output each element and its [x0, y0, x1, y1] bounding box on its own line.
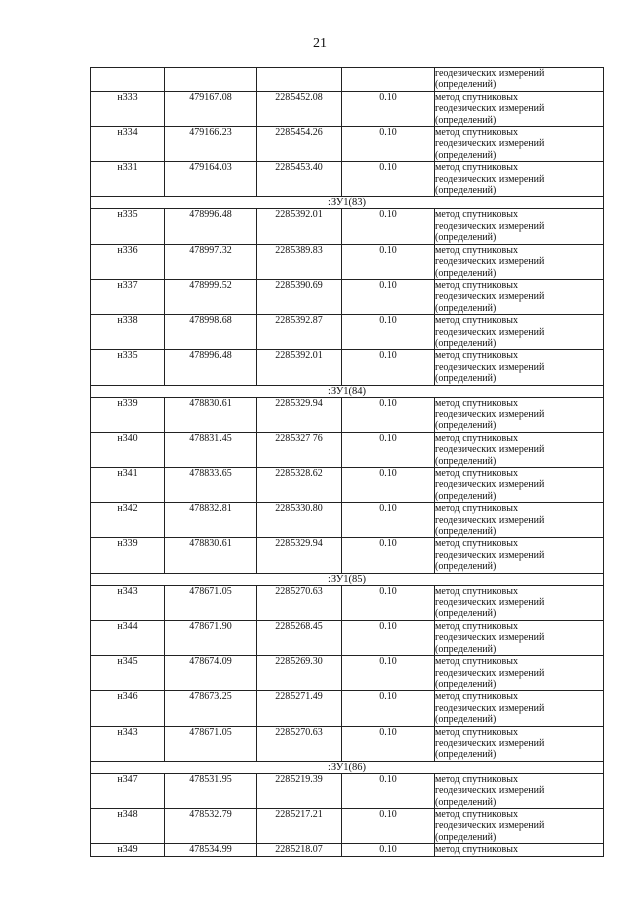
x-coordinate-cell: 478671.05 — [165, 585, 257, 620]
method-line: (определений) — [435, 232, 497, 244]
error-cell: 0.10 — [342, 691, 435, 726]
section-header-row — [91, 761, 604, 773]
y-coordinate-cell: 2285392.87 — [257, 315, 342, 350]
table-row — [91, 162, 604, 197]
x-coordinate-cell: 478532.79 — [165, 808, 257, 843]
method-line: геодезических измерений — [435, 549, 545, 561]
point-number-cell: н346 — [91, 691, 165, 726]
method-cell — [435, 162, 604, 197]
y-coordinate-cell: 2285452.08 — [257, 91, 342, 126]
y-coordinate-cell: 2285392.01 — [257, 350, 342, 385]
method-cell — [435, 726, 604, 761]
table-row — [91, 350, 604, 385]
method-line: метод спутниковых — [435, 397, 518, 409]
y-coordinate-cell: 2285329.94 — [257, 538, 342, 573]
y-coordinate-cell: 2285453.40 — [257, 162, 342, 197]
method-line: геодезических измерений — [435, 632, 545, 644]
point-number-cell: н344 — [91, 620, 165, 655]
method-line: (определений) — [435, 79, 497, 91]
method-line: (определений) — [435, 608, 497, 620]
error-cell: 0.10 — [342, 620, 435, 655]
method-line: (определений) — [435, 490, 497, 502]
method-cell — [435, 773, 604, 808]
method-line: геодезических измерений — [435, 479, 545, 491]
section-header-row — [91, 197, 604, 209]
method-line: метод спутниковых — [435, 162, 518, 174]
method-line: (определений) — [435, 185, 497, 197]
y-coordinate-cell: 2285268.45 — [257, 620, 342, 655]
method-line: геодезических измерений — [435, 138, 545, 150]
error-cell: 0.10 — [342, 432, 435, 467]
method-line: геодезических измерений — [435, 326, 545, 338]
point-number-cell: н335 — [91, 209, 165, 244]
method-cell — [435, 844, 604, 857]
method-cell — [435, 397, 604, 432]
method-line: (определений) — [435, 561, 497, 573]
point-number-cell: н345 — [91, 656, 165, 691]
point-number-cell — [91, 68, 165, 92]
method-line: (определений) — [435, 714, 497, 726]
x-coordinate-cell: 478833.65 — [165, 468, 257, 503]
method-line: метод спутниковых — [435, 844, 518, 856]
method-line: метод спутниковых — [435, 538, 518, 550]
x-coordinate-cell: 478998.68 — [165, 315, 257, 350]
x-coordinate-cell: 478673.25 — [165, 691, 257, 726]
x-coordinate-cell: 478999.52 — [165, 279, 257, 314]
x-coordinate-cell: 478830.61 — [165, 538, 257, 573]
table-row — [91, 773, 604, 808]
error-cell: 0.10 — [342, 726, 435, 761]
x-coordinate-cell: 478674.09 — [165, 656, 257, 691]
table-row — [91, 538, 604, 573]
table-row — [91, 585, 604, 620]
point-number-cell: н340 — [91, 432, 165, 467]
table-row — [91, 468, 604, 503]
method-line: геодезических измерений — [435, 444, 545, 456]
method-line: (определений) — [435, 796, 497, 808]
method-line: (определений) — [435, 267, 497, 279]
error-cell: 0.10 — [342, 538, 435, 573]
method-cell — [435, 315, 604, 350]
x-coordinate-cell: 478534.99 — [165, 844, 257, 857]
x-coordinate-cell: 479167.08 — [165, 91, 257, 126]
x-coordinate-cell: 478830.61 — [165, 397, 257, 432]
method-cell — [435, 538, 604, 573]
method-line: (определений) — [435, 373, 497, 385]
error-cell: 0.10 — [342, 656, 435, 691]
method-cell — [435, 432, 604, 467]
error-cell: 0.10 — [342, 162, 435, 197]
y-coordinate-cell: 2285327 76 — [257, 432, 342, 467]
method-line: геодезических измерений — [435, 702, 545, 714]
error-cell: 0.10 — [342, 844, 435, 857]
coordinates-table — [90, 67, 604, 857]
x-coordinate-cell: 478996.48 — [165, 350, 257, 385]
method-line: геодезических измерений — [435, 514, 545, 526]
method-cell — [435, 91, 604, 126]
method-line: геодезических измерений — [435, 291, 545, 303]
x-coordinate-cell: 478831.45 — [165, 432, 257, 467]
method-cell — [435, 503, 604, 538]
point-number-cell: н343 — [91, 585, 165, 620]
point-number-cell: н343 — [91, 726, 165, 761]
error-cell: 0.10 — [342, 350, 435, 385]
table-row — [91, 656, 604, 691]
method-line: (определений) — [435, 831, 497, 843]
method-line: (определений) — [435, 678, 497, 690]
method-line: геодезических измерений — [435, 103, 545, 115]
method-cell — [435, 127, 604, 162]
x-coordinate-cell: 479164.03 — [165, 162, 257, 197]
table-row — [91, 397, 604, 432]
table-row — [91, 432, 604, 467]
method-cell — [435, 279, 604, 314]
y-coordinate-cell: 2285218.07 — [257, 844, 342, 857]
table-row — [91, 620, 604, 655]
method-line: метод спутниковых — [435, 656, 518, 668]
error-cell: 0.10 — [342, 127, 435, 162]
error-cell: 0.10 — [342, 585, 435, 620]
method-line: геодезических измерений — [435, 68, 545, 79]
point-number-cell: н337 — [91, 279, 165, 314]
table-row — [91, 127, 604, 162]
method-line: геодезических измерений — [435, 667, 545, 679]
x-coordinate-cell: 478531.95 — [165, 773, 257, 808]
x-coordinate-cell: 478671.90 — [165, 620, 257, 655]
method-line: геодезических измерений — [435, 361, 545, 373]
method-line: метод спутниковых — [435, 468, 518, 479]
method-line: метод спутниковых — [435, 432, 518, 444]
x-coordinate-cell: 478996.48 — [165, 209, 257, 244]
point-number-cell: н336 — [91, 244, 165, 279]
y-coordinate-cell: 2285328.62 — [257, 468, 342, 503]
method-line: метод спутниковых — [435, 503, 518, 515]
method-line: геодезических измерений — [435, 220, 545, 232]
error-cell: 0.10 — [342, 773, 435, 808]
method-line: метод спутниковых — [435, 585, 518, 597]
point-number-cell: н338 — [91, 315, 165, 350]
method-line: (определений) — [435, 302, 497, 314]
y-coordinate-cell — [257, 68, 342, 92]
method-line: метод спутниковых — [435, 279, 518, 291]
method-line: геодезических измерений — [435, 785, 545, 797]
method-line: (определений) — [435, 643, 497, 655]
point-number-cell: н348 — [91, 808, 165, 843]
method-line: геодезических измерений — [435, 256, 545, 268]
method-line: (определений) — [435, 526, 497, 538]
x-coordinate-cell — [165, 68, 257, 92]
section-label: :ЗУ1(86) — [91, 761, 604, 773]
table-row — [91, 315, 604, 350]
method-line: метод спутниковых — [435, 691, 518, 703]
error-cell: 0.10 — [342, 503, 435, 538]
y-coordinate-cell: 2285392.01 — [257, 209, 342, 244]
method-line: метод спутниковых — [435, 726, 518, 738]
y-coordinate-cell: 2285389.83 — [257, 244, 342, 279]
method-cell — [435, 620, 604, 655]
section-label: :ЗУ1(85) — [91, 573, 604, 585]
page-number: 21 — [313, 36, 327, 51]
method-line: метод спутниковых — [435, 315, 518, 327]
x-coordinate-cell: 478997.32 — [165, 244, 257, 279]
coordinates-table-body — [91, 68, 604, 857]
point-number-cell: н335 — [91, 350, 165, 385]
method-line: (определений) — [435, 114, 497, 126]
method-cell — [435, 350, 604, 385]
method-cell — [435, 468, 604, 503]
method-line: метод спутниковых — [435, 209, 518, 221]
table-row — [91, 209, 604, 244]
method-cell — [435, 209, 604, 244]
method-cell — [435, 585, 604, 620]
section-header-row — [91, 573, 604, 585]
point-number-cell: н347 — [91, 773, 165, 808]
error-cell: 0.10 — [342, 91, 435, 126]
table-row — [91, 726, 604, 761]
y-coordinate-cell: 2285219.39 — [257, 773, 342, 808]
method-line: геодезических измерений — [435, 173, 545, 185]
method-line: метод спутниковых — [435, 350, 518, 362]
y-coordinate-cell: 2285269.30 — [257, 656, 342, 691]
table-row — [91, 691, 604, 726]
point-number-cell: н331 — [91, 162, 165, 197]
method-cell — [435, 808, 604, 843]
y-coordinate-cell: 2285271.49 — [257, 691, 342, 726]
method-cell — [435, 656, 604, 691]
error-cell: 0.10 — [342, 315, 435, 350]
table-row — [91, 91, 604, 126]
method-line: (определений) — [435, 149, 497, 161]
y-coordinate-cell: 2285329.94 — [257, 397, 342, 432]
method-line: геодезических измерений — [435, 597, 545, 609]
method-line: метод спутниковых — [435, 127, 518, 139]
table-row — [91, 279, 604, 314]
y-coordinate-cell: 2285454.26 — [257, 127, 342, 162]
point-number-cell: н349 — [91, 844, 165, 857]
section-label: :ЗУ1(84) — [91, 385, 604, 397]
section-label: :ЗУ1(83) — [91, 197, 604, 209]
method-line: метод спутниковых — [435, 620, 518, 632]
y-coordinate-cell: 2285330.80 — [257, 503, 342, 538]
y-coordinate-cell: 2285217.21 — [257, 808, 342, 843]
method-line: (определений) — [435, 749, 497, 761]
x-coordinate-cell: 478832.81 — [165, 503, 257, 538]
error-cell: 0.10 — [342, 279, 435, 314]
error-cell — [342, 68, 435, 92]
error-cell: 0.10 — [342, 397, 435, 432]
x-coordinate-cell: 478671.05 — [165, 726, 257, 761]
method-cell — [435, 244, 604, 279]
method-line: метод спутниковых — [435, 244, 518, 256]
point-number-cell: н341 — [91, 468, 165, 503]
method-line: метод спутниковых — [435, 91, 518, 103]
method-line: метод спутниковых — [435, 808, 518, 820]
point-number-cell: н339 — [91, 538, 165, 573]
method-line: (определений) — [435, 337, 497, 349]
method-line: метод спутниковых — [435, 773, 518, 785]
table-row — [91, 503, 604, 538]
method-line: геодезических измерений — [435, 408, 545, 420]
table-row — [91, 844, 604, 857]
point-number-cell: н333 — [91, 91, 165, 126]
error-cell: 0.10 — [342, 244, 435, 279]
x-coordinate-cell: 479166.23 — [165, 127, 257, 162]
section-header-row — [91, 385, 604, 397]
error-cell: 0.10 — [342, 209, 435, 244]
y-coordinate-cell: 2285270.63 — [257, 726, 342, 761]
point-number-cell: н334 — [91, 127, 165, 162]
table-row — [91, 808, 604, 843]
point-number-cell: н339 — [91, 397, 165, 432]
point-number-cell: н342 — [91, 503, 165, 538]
method-line: (определений) — [435, 455, 497, 467]
error-cell: 0.10 — [342, 468, 435, 503]
method-line: геодезических измерений — [435, 820, 545, 832]
table-row — [91, 244, 604, 279]
error-cell: 0.10 — [342, 808, 435, 843]
method-line: (определений) — [435, 420, 497, 432]
method-cell — [435, 691, 604, 726]
y-coordinate-cell: 2285390.69 — [257, 279, 342, 314]
method-line: геодезических измерений — [435, 737, 545, 749]
y-coordinate-cell: 2285270.63 — [257, 585, 342, 620]
method-cell — [435, 68, 604, 92]
table-row — [91, 68, 604, 92]
